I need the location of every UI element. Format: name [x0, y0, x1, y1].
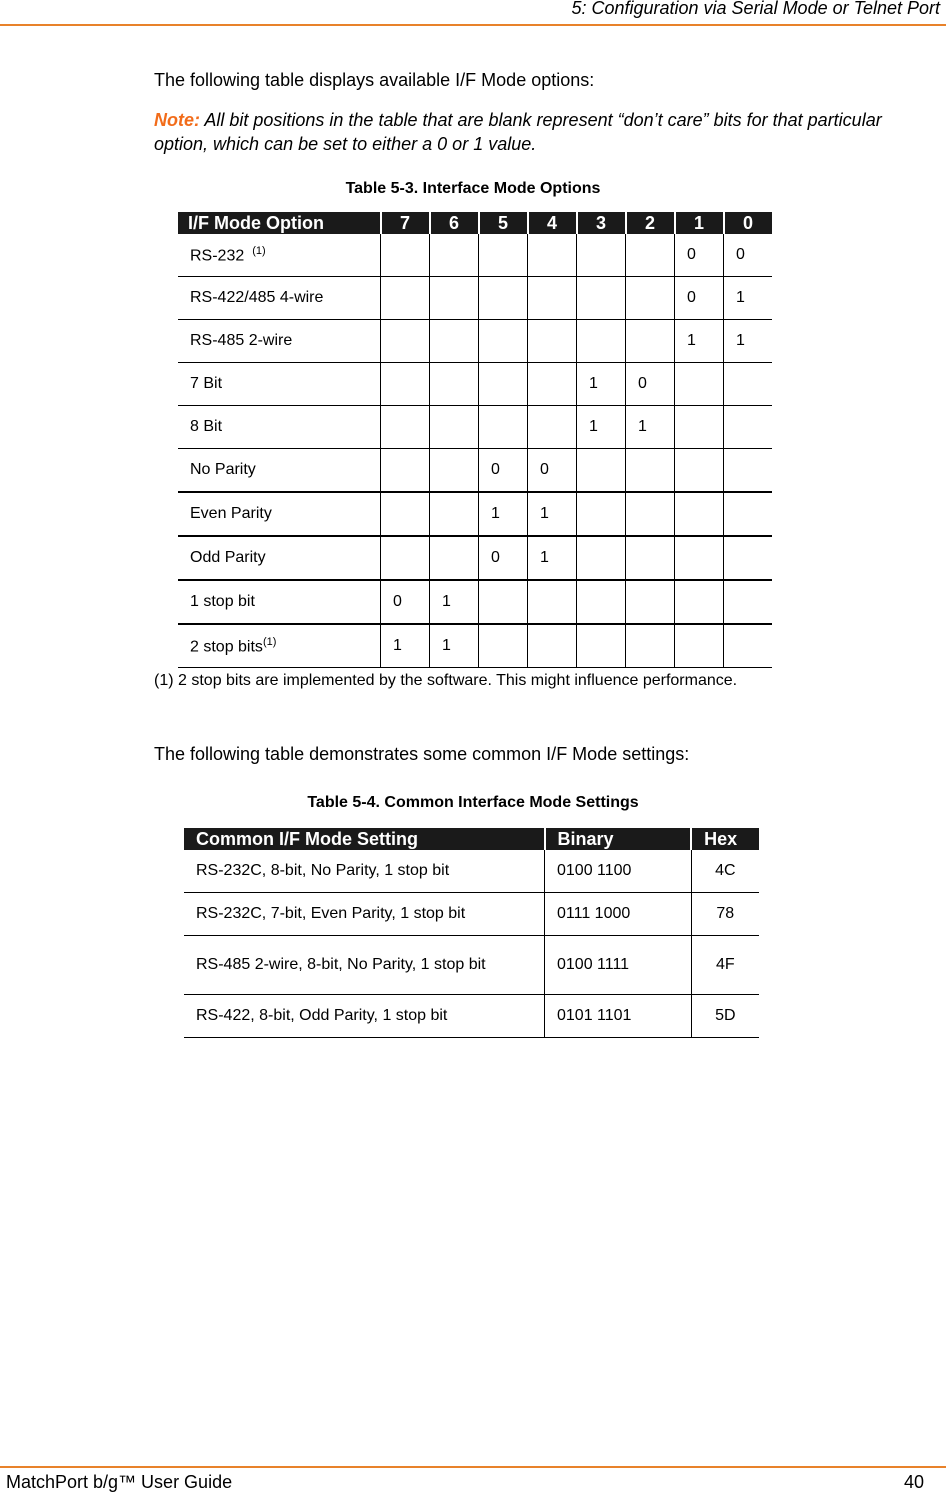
table1-header-cell: 4 — [528, 212, 577, 234]
bit-value-cell — [577, 363, 626, 406]
bit-value-cell — [577, 234, 626, 277]
bit-value-cell — [724, 624, 772, 668]
note-label: Note: — [154, 110, 200, 130]
cell-text: 1 — [540, 505, 549, 522]
table1-header-cell: 2 — [626, 212, 675, 234]
bit-value-cell — [528, 449, 577, 493]
table-row — [178, 406, 772, 449]
binary-cell: 0111 1000 — [545, 893, 692, 936]
binary-cell: 0101 1101 — [545, 995, 692, 1038]
bit-value-cell — [381, 406, 430, 449]
cell-text: 0 — [687, 246, 696, 263]
cell-text: Even Parity — [190, 505, 272, 522]
bit-value-cell — [675, 492, 724, 536]
hex-cell: 4C — [691, 850, 759, 893]
cell-text: 0 — [393, 593, 402, 610]
binary-cell: 0100 1100 — [545, 850, 692, 893]
header-divider — [0, 24, 946, 26]
table-row — [178, 492, 772, 536]
option-name-cell — [178, 363, 381, 406]
bit-value-cell — [479, 536, 528, 580]
common-interface-mode-settings-table — [184, 828, 759, 1038]
bit-value-cell — [381, 492, 430, 536]
table1-caption: Table 5-3. Interface Mode Options — [345, 180, 601, 197]
bit-value-cell — [626, 449, 675, 493]
table1-header-cell: 1 — [675, 212, 724, 234]
option-name-cell — [178, 624, 381, 668]
hex-cell: 4F — [691, 936, 759, 995]
cell-text: No Parity — [190, 461, 256, 478]
bit-value-cell — [675, 363, 724, 406]
bit-value-cell — [577, 449, 626, 493]
cell-text: 2 stop bits — [190, 638, 263, 656]
interface-mode-options-table — [178, 212, 772, 668]
bit-value-cell — [724, 277, 772, 320]
hex-cell: 5D — [691, 995, 759, 1038]
bit-value-cell — [577, 492, 626, 536]
bit-value-cell — [577, 624, 626, 668]
bit-value-cell — [675, 320, 724, 363]
bit-value-cell — [528, 363, 577, 406]
bit-value-cell — [381, 624, 430, 668]
bit-value-cell — [430, 234, 479, 277]
cell-text: 1 — [638, 418, 647, 435]
table2-header-row — [184, 828, 759, 850]
bit-value-cell — [577, 406, 626, 449]
bit-value-cell — [528, 492, 577, 536]
bit-value-cell — [675, 406, 724, 449]
setting-cell: RS-485 2-wire, 8-bit, No Parity, 1 stop bit — [184, 936, 545, 995]
bit-value-cell — [381, 277, 430, 320]
table1-header-cell: I/F Mode Option — [178, 212, 381, 234]
bit-value-cell — [626, 580, 675, 624]
table-row — [184, 850, 759, 893]
cell-text: 1 — [687, 332, 696, 349]
bit-value-cell — [479, 363, 528, 406]
bit-value-cell — [675, 580, 724, 624]
bit-value-cell — [724, 492, 772, 536]
bit-value-cell — [430, 363, 479, 406]
bit-value-cell — [381, 449, 430, 493]
bit-value-cell — [577, 580, 626, 624]
bit-value-cell — [724, 536, 772, 580]
bit-value-cell — [724, 234, 772, 277]
bit-value-cell — [479, 624, 528, 668]
setting-cell: RS-232C, 8-bit, No Parity, 1 stop bit — [184, 850, 545, 893]
bit-value-cell — [626, 277, 675, 320]
bit-value-cell — [577, 320, 626, 363]
bit-value-cell — [626, 234, 675, 277]
option-name-cell — [178, 406, 381, 449]
footer-divider — [0, 1466, 946, 1468]
cell-text: 8 Bit — [190, 418, 223, 435]
cell-text: 0 — [736, 246, 745, 263]
table2-header-cell: Binary — [545, 828, 692, 850]
cell-text: 0 — [687, 289, 696, 306]
bit-value-cell — [430, 406, 479, 449]
bit-value-cell — [724, 580, 772, 624]
table-row — [184, 893, 759, 936]
bit-value-cell — [626, 536, 675, 580]
bit-value-cell — [528, 624, 577, 668]
bit-value-cell — [577, 536, 626, 580]
bit-value-cell — [626, 320, 675, 363]
bit-value-cell — [626, 406, 675, 449]
cell-text: 1 stop bit — [190, 593, 255, 610]
footer-page-number: 40 — [903, 1472, 924, 1492]
bit-value-cell — [528, 536, 577, 580]
table-row — [178, 234, 772, 277]
footer-guide-title: MatchPort b/g™ User Guide — [6, 1472, 233, 1492]
cell-text: 0 — [491, 549, 500, 566]
table-row — [184, 995, 759, 1038]
table1-header-cell: 0 — [724, 212, 772, 234]
binary-cell: 0100 1111 — [545, 936, 692, 995]
cell-text: 7 Bit — [190, 375, 223, 392]
bit-value-cell — [626, 624, 675, 668]
bit-value-cell — [626, 492, 675, 536]
bit-value-cell — [381, 580, 430, 624]
bit-value-cell — [381, 363, 430, 406]
table2-header-cell: Common I/F Mode Setting — [184, 828, 545, 850]
bit-value-cell — [724, 449, 772, 493]
bit-value-cell — [675, 624, 724, 668]
bit-value-cell — [430, 580, 479, 624]
hex-cell: 78 — [691, 893, 759, 936]
cell-text: 1 — [442, 637, 451, 654]
intro-paragraph-1: The following table displays available I/F Mode options: — [154, 70, 595, 90]
option-name-cell — [178, 320, 381, 363]
cell-text: 0 — [540, 461, 549, 478]
setting-cell: RS-232C, 7-bit, Even Parity, 1 stop bit — [184, 893, 545, 936]
bit-value-cell — [675, 234, 724, 277]
cell-text: 1 — [491, 505, 500, 522]
cell-text: Odd Parity — [190, 549, 266, 566]
cell-text: RS-485 2-wire — [190, 332, 293, 349]
cell-text: 0 — [491, 461, 500, 478]
bit-value-cell — [430, 320, 479, 363]
table-row — [178, 277, 772, 320]
bit-value-cell — [479, 580, 528, 624]
bit-value-cell — [479, 406, 528, 449]
table1-header-cell: 5 — [479, 212, 528, 234]
cell-text: 1 — [589, 418, 598, 435]
table1-header-row — [178, 212, 772, 234]
bit-value-cell — [577, 277, 626, 320]
cell-text: RS-422/485 4-wire — [190, 289, 324, 306]
cell-text: 1 — [736, 289, 745, 306]
cell-text: 1 — [393, 637, 402, 654]
cell-text: 1 — [589, 375, 598, 392]
table-row — [184, 936, 759, 995]
note-text: All bit positions in the table that are blank represent “don’t care” bits for that particular option, which can be set to either a 0 or 1 value. — [154, 110, 882, 154]
bit-value-cell — [724, 406, 772, 449]
bit-value-cell — [675, 536, 724, 580]
bit-value-cell — [675, 277, 724, 320]
bit-value-cell — [479, 234, 528, 277]
table1-header-cell: 6 — [430, 212, 479, 234]
table-row — [178, 624, 772, 668]
bit-value-cell — [430, 492, 479, 536]
table-row — [178, 536, 772, 580]
footnote-marker: (1) — [252, 244, 266, 257]
note-paragraph — [154, 108, 894, 156]
option-name-cell — [178, 536, 381, 580]
bit-value-cell — [479, 277, 528, 320]
bit-value-cell — [479, 492, 528, 536]
bit-value-cell — [430, 536, 479, 580]
table-row — [178, 580, 772, 624]
setting-cell: RS-422, 8-bit, Odd Parity, 1 stop bit — [184, 995, 545, 1038]
bit-value-cell — [528, 580, 577, 624]
cell-text: RS-232 — [190, 247, 245, 265]
bit-value-cell — [528, 320, 577, 363]
table2-caption: Table 5-4. Common Interface Mode Settings — [307, 794, 639, 811]
table-row — [178, 449, 772, 493]
table1-header-cell: 3 — [577, 212, 626, 234]
option-name-cell — [178, 234, 381, 277]
option-name-cell — [178, 492, 381, 536]
intro-paragraph-2: The following table demonstrates some common I/F Mode settings: — [154, 744, 690, 764]
bit-value-cell — [381, 234, 430, 277]
table-row — [178, 363, 772, 406]
option-name-cell — [178, 449, 381, 493]
table1-footnote: (1) 2 stop bits are implemented by the software. This might influence performance. — [154, 672, 738, 689]
bit-value-cell — [626, 363, 675, 406]
cell-text: 0 — [638, 375, 647, 392]
cell-text: 1 — [736, 332, 745, 349]
bit-value-cell — [479, 449, 528, 493]
option-name-cell — [178, 277, 381, 320]
bit-value-cell — [528, 234, 577, 277]
option-name-cell — [178, 580, 381, 624]
bit-value-cell — [430, 277, 479, 320]
bit-value-cell — [675, 449, 724, 493]
bit-value-cell — [479, 320, 528, 363]
bit-value-cell — [528, 277, 577, 320]
table2-header-cell: Hex — [691, 828, 759, 850]
bit-value-cell — [381, 320, 430, 363]
cell-text: 1 — [540, 549, 549, 566]
bit-value-cell — [430, 449, 479, 493]
bit-value-cell — [724, 363, 772, 406]
bit-value-cell — [430, 624, 479, 668]
table1-header-cell: 7 — [381, 212, 430, 234]
footnote-marker: (1) — [262, 635, 277, 648]
table-row — [178, 320, 772, 363]
page-header-title: 5: Configuration via Serial Mode or Telnet Port — [571, 0, 940, 18]
bit-value-cell — [724, 320, 772, 363]
cell-text: 1 — [442, 593, 451, 610]
bit-value-cell — [381, 536, 430, 580]
bit-value-cell — [528, 406, 577, 449]
